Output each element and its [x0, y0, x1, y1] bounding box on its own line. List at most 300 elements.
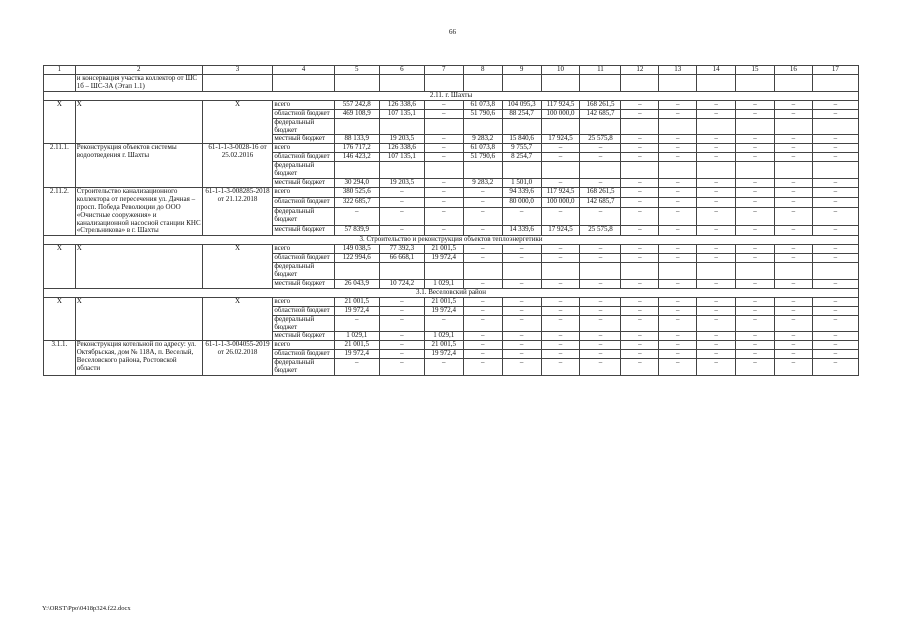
value-cell: – — [379, 207, 424, 226]
column-number: 8 — [463, 66, 502, 75]
column-number: 9 — [502, 66, 541, 75]
value-cell: – — [659, 254, 697, 263]
value-cell: – — [580, 279, 621, 288]
funding-source-label: всего — [273, 245, 334, 254]
value-cell: 30 294,0 — [334, 178, 379, 187]
value-cell: – — [812, 332, 858, 341]
value-cell: – — [621, 197, 659, 207]
value-cell: 104 095,3 — [502, 100, 541, 109]
value-cell: – — [379, 350, 424, 359]
value-cell: 149 038,5 — [334, 245, 379, 254]
value-cell: – — [697, 306, 736, 315]
value-cell: – — [621, 187, 659, 197]
table-cell — [659, 75, 697, 92]
object-name-cell: Х — [75, 245, 202, 289]
value-cell — [736, 162, 775, 179]
value-cell — [541, 263, 580, 280]
value-cell: – — [697, 245, 736, 254]
column-number: 2 — [75, 66, 202, 75]
value-cell: – — [621, 100, 659, 109]
value-cell — [812, 263, 858, 280]
value-cell: – — [697, 359, 736, 376]
value-cell: – — [736, 279, 775, 288]
design-doc-cell: Х — [202, 297, 273, 341]
column-number: 12 — [621, 66, 659, 75]
funding-source-label: местный бюджет — [273, 226, 334, 236]
value-cell: – — [541, 297, 580, 306]
value-cell: – — [463, 350, 502, 359]
value-cell: – — [502, 279, 541, 288]
budget-table — [43, 65, 859, 376]
value-cell: 19 972,4 — [424, 254, 463, 263]
value-cell: – — [424, 187, 463, 197]
value-cell: – — [463, 245, 502, 254]
value-cell: – — [659, 197, 697, 207]
value-cell: – — [379, 297, 424, 306]
value-cell: – — [621, 207, 659, 226]
value-cell — [697, 263, 736, 280]
value-cell: 21 001,5 — [424, 245, 463, 254]
value-cell: – — [541, 279, 580, 288]
object-name-cell: Строительство канализационного коллектора от пересечения ул. Дачная – просп. Победа Революции до ООО «Очистные сооружения» и канализационной насосной станции КНС «Стрельникова» в г. Шахты — [76, 187, 201, 235]
value-cell: – — [659, 135, 697, 144]
value-cell: 17 924,5 — [541, 226, 580, 236]
value-cell: – — [379, 197, 424, 207]
value-cell: 25 575,8 — [580, 135, 621, 144]
funding-source-label: областной бюджет — [273, 197, 334, 207]
value-cell: – — [621, 109, 659, 118]
value-cell: – — [463, 315, 502, 332]
value-cell: – — [736, 144, 775, 153]
value-cell: – — [424, 100, 463, 109]
value-cell: – — [812, 109, 858, 118]
value-cell: – — [580, 350, 621, 359]
value-cell: – — [697, 197, 736, 207]
value-cell: – — [774, 315, 812, 332]
value-cell — [774, 162, 812, 179]
funding-source-label: федеральный бюджет — [273, 359, 334, 376]
value-cell: – — [621, 254, 659, 263]
section-title-row — [44, 91, 859, 100]
funding-source-label: всего — [273, 144, 334, 153]
funding-source-label: федеральный бюджет — [273, 315, 334, 332]
value-cell: – — [697, 178, 736, 187]
value-cell: – — [659, 332, 697, 341]
value-cell: 57 839,9 — [334, 226, 379, 236]
value-cell: – — [697, 254, 736, 263]
value-cell: 146 423,2 — [334, 153, 379, 162]
table-row — [44, 341, 859, 350]
value-cell: – — [463, 226, 502, 236]
value-cell — [541, 162, 580, 179]
funding-source-label: областной бюджет — [273, 254, 334, 263]
object-name-cell: Х — [75, 297, 202, 341]
value-cell: – — [736, 341, 775, 350]
value-cell — [621, 162, 659, 179]
value-cell: 380 525,6 — [334, 187, 379, 197]
value-cell: 94 339,6 — [502, 187, 541, 197]
value-cell: – — [502, 341, 541, 350]
funding-source-label: областной бюджет — [273, 350, 334, 359]
value-cell: – — [736, 254, 775, 263]
value-cell: – — [659, 178, 697, 187]
value-cell: – — [736, 207, 775, 226]
value-cell: – — [774, 207, 812, 226]
section-title: 3.1. Веселовский район — [44, 288, 859, 297]
funding-source-label: всего — [273, 187, 334, 197]
value-cell: 100 000,0 — [541, 197, 580, 207]
item-code-cell: 2.11.2. — [44, 187, 76, 235]
value-cell: – — [736, 359, 775, 376]
value-cell: 9 283,2 — [463, 178, 502, 187]
value-cell: 15 840,6 — [502, 135, 541, 144]
funding-source-label: федеральный бюджет — [273, 118, 334, 135]
value-cell: – — [463, 341, 502, 350]
value-cell: – — [502, 297, 541, 306]
value-cell: 107 135,1 — [379, 153, 424, 162]
value-cell: 19 972,4 — [334, 350, 379, 359]
value-cell — [621, 263, 659, 280]
value-cell: – — [580, 144, 621, 153]
value-cell: – — [812, 207, 858, 226]
value-cell — [774, 263, 812, 280]
value-cell: – — [580, 245, 621, 254]
value-cell: – — [774, 306, 812, 315]
section-title: 2.11. г. Шахты — [44, 91, 859, 100]
value-cell: 100 000,0 — [541, 109, 580, 118]
column-number: 11 — [580, 66, 621, 75]
table-cell — [502, 75, 541, 92]
value-cell: – — [502, 350, 541, 359]
value-cell: – — [463, 306, 502, 315]
value-cell: – — [774, 254, 812, 263]
design-doc-cell: Х — [202, 100, 273, 144]
value-cell: 66 668,1 — [379, 254, 424, 263]
value-cell: – — [541, 207, 580, 226]
column-number: 7 — [424, 66, 463, 75]
value-cell: 51 790,6 — [463, 153, 502, 162]
value-cell: – — [424, 135, 463, 144]
value-cell: 77 392,3 — [379, 245, 424, 254]
value-cell: 142 685,7 — [580, 197, 621, 207]
value-cell: 19 972,4 — [334, 306, 379, 315]
value-cell: – — [774, 135, 812, 144]
value-cell: – — [541, 178, 580, 187]
value-cell: – — [379, 359, 424, 376]
value-cell: 26 043,9 — [334, 279, 379, 288]
value-cell: – — [621, 297, 659, 306]
value-cell — [424, 263, 463, 280]
value-cell: 19 972,4 — [424, 350, 463, 359]
value-cell: – — [697, 350, 736, 359]
table-row — [44, 245, 859, 254]
value-cell: 9 755,7 — [502, 144, 541, 153]
value-cell: – — [424, 315, 463, 332]
value-cell: – — [502, 245, 541, 254]
value-cell: – — [379, 226, 424, 236]
value-cell — [736, 263, 775, 280]
section-title-row — [44, 288, 859, 297]
value-cell: 176 717,2 — [334, 144, 379, 153]
value-cell: – — [463, 279, 502, 288]
value-cell: – — [736, 135, 775, 144]
value-cell: – — [621, 350, 659, 359]
value-cell: – — [580, 315, 621, 332]
design-doc-cell: 61-1-1-3-0028-16 от 25.02.2016 — [202, 144, 273, 188]
value-cell: – — [334, 315, 379, 332]
continuation-row — [44, 75, 859, 92]
value-cell — [463, 263, 502, 280]
value-cell: 168 261,5 — [580, 100, 621, 109]
value-cell: – — [774, 153, 812, 162]
column-number: 15 — [736, 66, 775, 75]
value-cell: – — [580, 341, 621, 350]
value-cell: – — [621, 144, 659, 153]
value-cell: 21 001,5 — [334, 297, 379, 306]
value-cell: 1 029,1 — [424, 279, 463, 288]
table-row — [44, 100, 859, 109]
value-cell: – — [774, 279, 812, 288]
value-cell: 21 001,5 — [424, 297, 463, 306]
value-cell: – — [697, 144, 736, 153]
item-code-cell: 2.11.1. — [44, 144, 76, 188]
value-cell: 19 203,5 — [379, 135, 424, 144]
value-cell: – — [621, 226, 659, 236]
value-cell — [812, 162, 858, 179]
value-cell — [621, 118, 659, 135]
design-doc-cell: Х — [202, 245, 273, 289]
value-cell: – — [621, 306, 659, 315]
funding-source-label: областной бюджет — [273, 306, 334, 315]
value-cell — [659, 263, 697, 280]
value-cell — [659, 118, 697, 135]
funding-source-label: местный бюджет — [273, 178, 334, 187]
value-cell: – — [697, 332, 736, 341]
value-cell: – — [697, 100, 736, 109]
value-cell: – — [697, 153, 736, 162]
funding-source-label: федеральный бюджет — [273, 263, 334, 280]
value-cell: – — [580, 153, 621, 162]
funding-source-label: областной бюджет — [273, 153, 334, 162]
value-cell — [379, 118, 424, 135]
funding-source-label: областной бюджет — [273, 109, 334, 118]
value-cell: – — [736, 332, 775, 341]
value-cell: – — [424, 207, 463, 226]
column-number: 14 — [697, 66, 736, 75]
value-cell: – — [812, 187, 858, 197]
table-cell — [334, 75, 379, 92]
value-cell: – — [774, 187, 812, 197]
value-cell: – — [659, 315, 697, 332]
value-cell: – — [774, 359, 812, 376]
value-cell: – — [502, 254, 541, 263]
value-cell: – — [812, 144, 858, 153]
table-cell — [812, 75, 858, 92]
value-cell — [580, 162, 621, 179]
design-doc-cell: 61-1-1-3-008285-2018 от 21.12.2018 — [202, 187, 273, 235]
table-cell — [44, 75, 76, 92]
value-cell — [697, 118, 736, 135]
value-cell: – — [736, 315, 775, 332]
value-cell: 14 339,6 — [502, 226, 541, 236]
value-cell: – — [697, 279, 736, 288]
value-cell — [697, 162, 736, 179]
value-cell: – — [774, 332, 812, 341]
value-cell: – — [812, 279, 858, 288]
value-cell: – — [424, 226, 463, 236]
value-cell — [580, 118, 621, 135]
value-cell: – — [580, 297, 621, 306]
value-cell: – — [580, 254, 621, 263]
value-cell: – — [424, 153, 463, 162]
value-cell: 322 685,7 — [334, 197, 379, 207]
value-cell: – — [697, 226, 736, 236]
table-cell — [424, 75, 463, 92]
value-cell: 61 073,8 — [463, 144, 502, 153]
value-cell — [334, 162, 379, 179]
value-cell: – — [379, 332, 424, 341]
value-cell: – — [659, 207, 697, 226]
value-cell: – — [541, 359, 580, 376]
value-cell: 1 029,1 — [424, 332, 463, 341]
value-cell — [812, 118, 858, 135]
column-number: 1 — [44, 66, 76, 75]
value-cell: – — [659, 297, 697, 306]
value-cell: – — [621, 245, 659, 254]
value-cell: – — [541, 254, 580, 263]
table-cell — [541, 75, 580, 92]
value-cell: 9 283,2 — [463, 135, 502, 144]
value-cell: 117 924,5 — [541, 187, 580, 197]
value-cell: 61 073,8 — [463, 100, 502, 109]
value-cell — [541, 118, 580, 135]
item-code-cell: Х — [44, 245, 76, 289]
table-cell — [621, 75, 659, 92]
value-cell: 122 994,6 — [334, 254, 379, 263]
value-cell: 10 724,2 — [379, 279, 424, 288]
value-cell: – — [463, 187, 502, 197]
value-cell: – — [736, 187, 775, 197]
value-cell: 8 254,7 — [502, 153, 541, 162]
value-cell: – — [379, 187, 424, 197]
value-cell — [463, 162, 502, 179]
value-cell: 168 261,5 — [580, 187, 621, 197]
value-cell: – — [463, 332, 502, 341]
design-doc-cell: 61-1-1-3-004055-2019 от 26.02.2018 — [202, 341, 273, 376]
column-number: 16 — [774, 66, 812, 75]
value-cell: – — [659, 153, 697, 162]
table-cell — [736, 75, 775, 92]
column-number: 5 — [334, 66, 379, 75]
value-cell: – — [580, 207, 621, 226]
value-cell: – — [774, 226, 812, 236]
value-cell: – — [502, 332, 541, 341]
value-cell: – — [541, 341, 580, 350]
object-name-cell: Х — [75, 100, 202, 144]
value-cell: – — [697, 187, 736, 197]
column-number: 10 — [541, 66, 580, 75]
object-name-cell: Реконструкция объектов системы водоотведения г. Шахты — [75, 144, 202, 188]
value-cell — [334, 263, 379, 280]
funding-source-label: федеральный бюджет — [273, 207, 334, 226]
value-cell: – — [580, 332, 621, 341]
table-cell — [273, 75, 334, 92]
value-cell: 80 000,0 — [502, 197, 541, 207]
value-cell: – — [334, 207, 379, 226]
value-cell: – — [697, 341, 736, 350]
value-cell — [379, 162, 424, 179]
value-cell: – — [424, 144, 463, 153]
value-cell — [502, 263, 541, 280]
table-cell — [774, 75, 812, 92]
page-number: 66 — [449, 28, 456, 36]
value-cell: – — [812, 350, 858, 359]
value-cell: – — [541, 245, 580, 254]
value-cell: 51 790,6 — [463, 109, 502, 118]
value-cell: – — [774, 341, 812, 350]
value-cell: – — [424, 178, 463, 187]
funding-source-label: всего — [273, 100, 334, 109]
value-cell: – — [774, 297, 812, 306]
value-cell — [736, 118, 775, 135]
value-cell: 21 001,5 — [424, 341, 463, 350]
value-cell: – — [463, 207, 502, 226]
funding-source-label: местный бюджет — [273, 332, 334, 341]
value-cell: – — [463, 359, 502, 376]
value-cell: – — [621, 279, 659, 288]
value-cell: – — [812, 153, 858, 162]
value-cell: 1 501,0 — [502, 178, 541, 187]
value-cell: – — [424, 359, 463, 376]
value-cell: – — [774, 197, 812, 207]
value-cell: – — [541, 350, 580, 359]
value-cell: – — [659, 350, 697, 359]
value-cell — [424, 118, 463, 135]
value-cell: – — [424, 197, 463, 207]
funding-source-label: федеральный бюджет — [273, 162, 334, 179]
value-cell: – — [697, 109, 736, 118]
value-cell: – — [812, 254, 858, 263]
value-cell: – — [621, 315, 659, 332]
value-cell: – — [697, 135, 736, 144]
value-cell: – — [621, 153, 659, 162]
value-cell: – — [736, 245, 775, 254]
value-cell: – — [736, 178, 775, 187]
value-cell: – — [334, 359, 379, 376]
item-code-cell: Х — [44, 100, 76, 144]
value-cell: – — [463, 254, 502, 263]
value-cell — [502, 162, 541, 179]
value-cell: – — [812, 178, 858, 187]
value-cell: – — [697, 297, 736, 306]
value-cell: – — [659, 144, 697, 153]
table-cell — [202, 75, 273, 92]
value-cell: – — [659, 187, 697, 197]
value-cell: 25 575,8 — [580, 226, 621, 236]
value-cell: – — [659, 109, 697, 118]
value-cell: 17 924,5 — [541, 135, 580, 144]
value-cell: – — [736, 197, 775, 207]
value-cell: – — [580, 178, 621, 187]
value-cell: – — [621, 135, 659, 144]
value-cell: – — [621, 341, 659, 350]
value-cell — [580, 263, 621, 280]
value-cell: – — [774, 144, 812, 153]
value-cell: – — [697, 315, 736, 332]
column-number: 13 — [659, 66, 697, 75]
value-cell: – — [463, 297, 502, 306]
funding-source-label: всего — [273, 341, 334, 350]
